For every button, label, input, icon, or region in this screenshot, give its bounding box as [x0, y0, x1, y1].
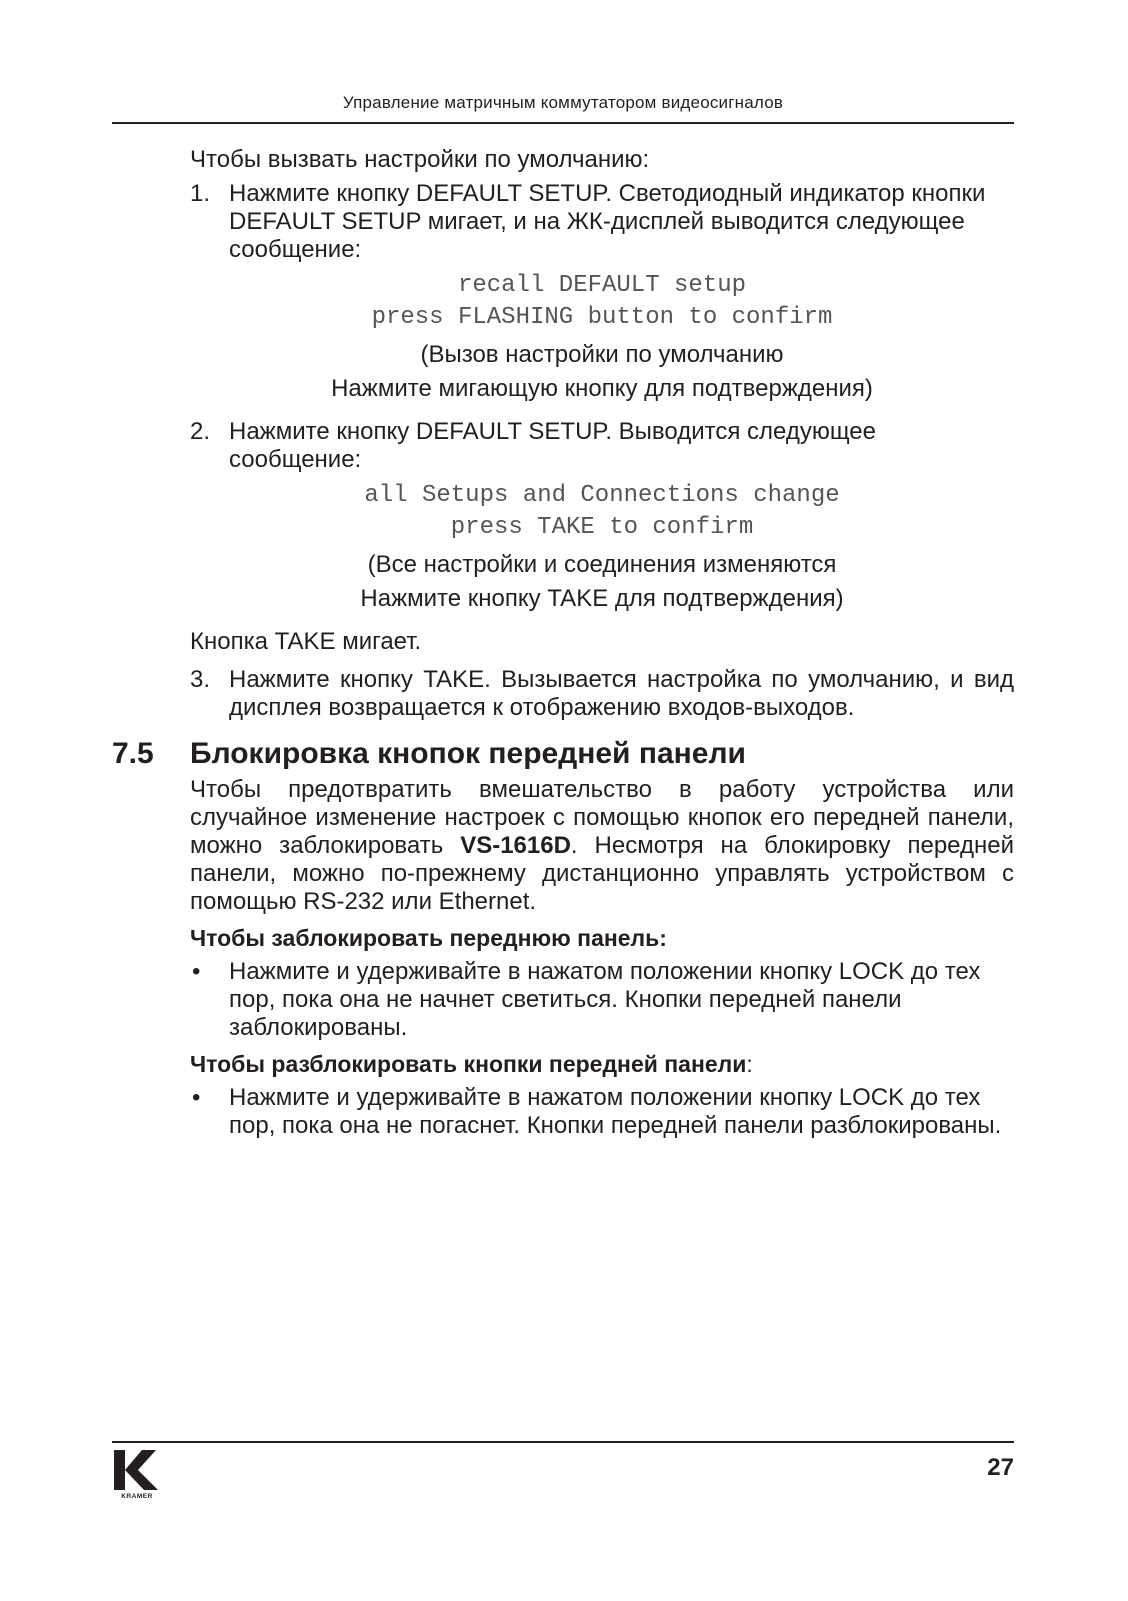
step-3	[112, 666, 1014, 722]
paragraph-text: . Несмотря на блокировку передней панели, можно по-прежнему дистанционно управлять устройством с помощью RS-232 или Ethernet.	[190, 832, 1014, 915]
default-setup-intro: Чтобы вызвать настройки по умолчанию:	[190, 146, 650, 173]
bullet-icon: •	[192, 958, 201, 985]
lcd-translation-2	[112, 548, 1014, 616]
step-1-number: 1.	[190, 180, 211, 207]
lock-heading: Чтобы заблокировать переднюю панель:	[190, 925, 667, 951]
step-1	[112, 180, 1014, 264]
logo-wordmark: KRAMER	[121, 1493, 153, 1500]
translation-line: Нажмите мигающую кнопку для подтверждения)	[331, 375, 873, 402]
lcd-line: press FLASHING button to confirm	[371, 304, 833, 331]
bullet-icon: •	[192, 1084, 201, 1111]
running-header: Управление матричным коммутатором видеосигналов	[342, 93, 784, 112]
lcd-translation-1	[112, 338, 1014, 406]
lcd-line: press TAKE to confirm	[450, 514, 754, 541]
section-number: 7.5	[112, 737, 154, 770]
lcd-line: all Setups and Connections change	[364, 482, 840, 509]
page-content	[112, 146, 1014, 1140]
section-paragraph	[190, 776, 1014, 916]
footer-rule	[112, 1441, 1014, 1443]
step-3-number: 3.	[190, 666, 211, 693]
unlock-heading-text: Чтобы разблокировать кнопки передней панели	[190, 1051, 747, 1077]
lcd-message-1	[112, 270, 1014, 334]
translation-line: (Все настройки и соединения изменяются	[367, 551, 837, 578]
step-2-number: 2.	[190, 418, 211, 445]
header-rule	[112, 122, 1014, 124]
lock-bullet	[112, 958, 1014, 1042]
lcd-message-2	[112, 480, 1014, 544]
lock-bullet-text: Нажмите и удерживайте в нажатом положении кнопку LOCK до тех пор, пока она не начнет светиться. Кнопки передней панели заблокированы.	[229, 958, 981, 1041]
unlock-heading-colon: :	[746, 1051, 753, 1077]
step-3-text: Нажмите кнопку TAKE. Вызывается настройка по умолчанию, и вид дисплея возвращается к отображению входов-выходов.	[229, 666, 1014, 721]
lcd-line: recall DEFAULT setup	[457, 272, 747, 299]
translation-line: (Вызов настройки по умолчанию	[420, 341, 784, 368]
step-2-text: Нажмите кнопку DEFAULT SETUP. Выводится следующее сообщение:	[229, 418, 877, 473]
translation-line: Нажмите кнопку TAKE для подтверждения)	[360, 585, 844, 612]
unlock-bullet	[112, 1084, 1014, 1140]
unlock-bullet-text: Нажмите и удерживайте в нажатом положении кнопку LOCK до тех пор, пока она не погаснет. Кнопки передней панели разблокированы.	[229, 1084, 1002, 1139]
section-title: Блокировка кнопок передней панели	[190, 737, 746, 770]
page-number: 27	[987, 1454, 1014, 1481]
step-1-text: Нажмите кнопку DEFAULT SETUP. Светодиодный индикатор кнопки DEFAULT SETUP мигает, и на ЖК-дисплей выводится следующее сообщение:	[229, 180, 986, 263]
paragraph-text: Чтобы предотвратить вмешательство в работу устройства или случайное изменение настроек с помощью кнопок его передней панели, можно заблокировать	[190, 776, 1014, 859]
take-note: Кнопка TAKE мигает.	[190, 628, 422, 655]
unlock-heading	[190, 1050, 1014, 1078]
device-model: VS-1616D	[460, 832, 571, 859]
section-heading	[112, 736, 1014, 772]
step-2	[112, 418, 1014, 474]
